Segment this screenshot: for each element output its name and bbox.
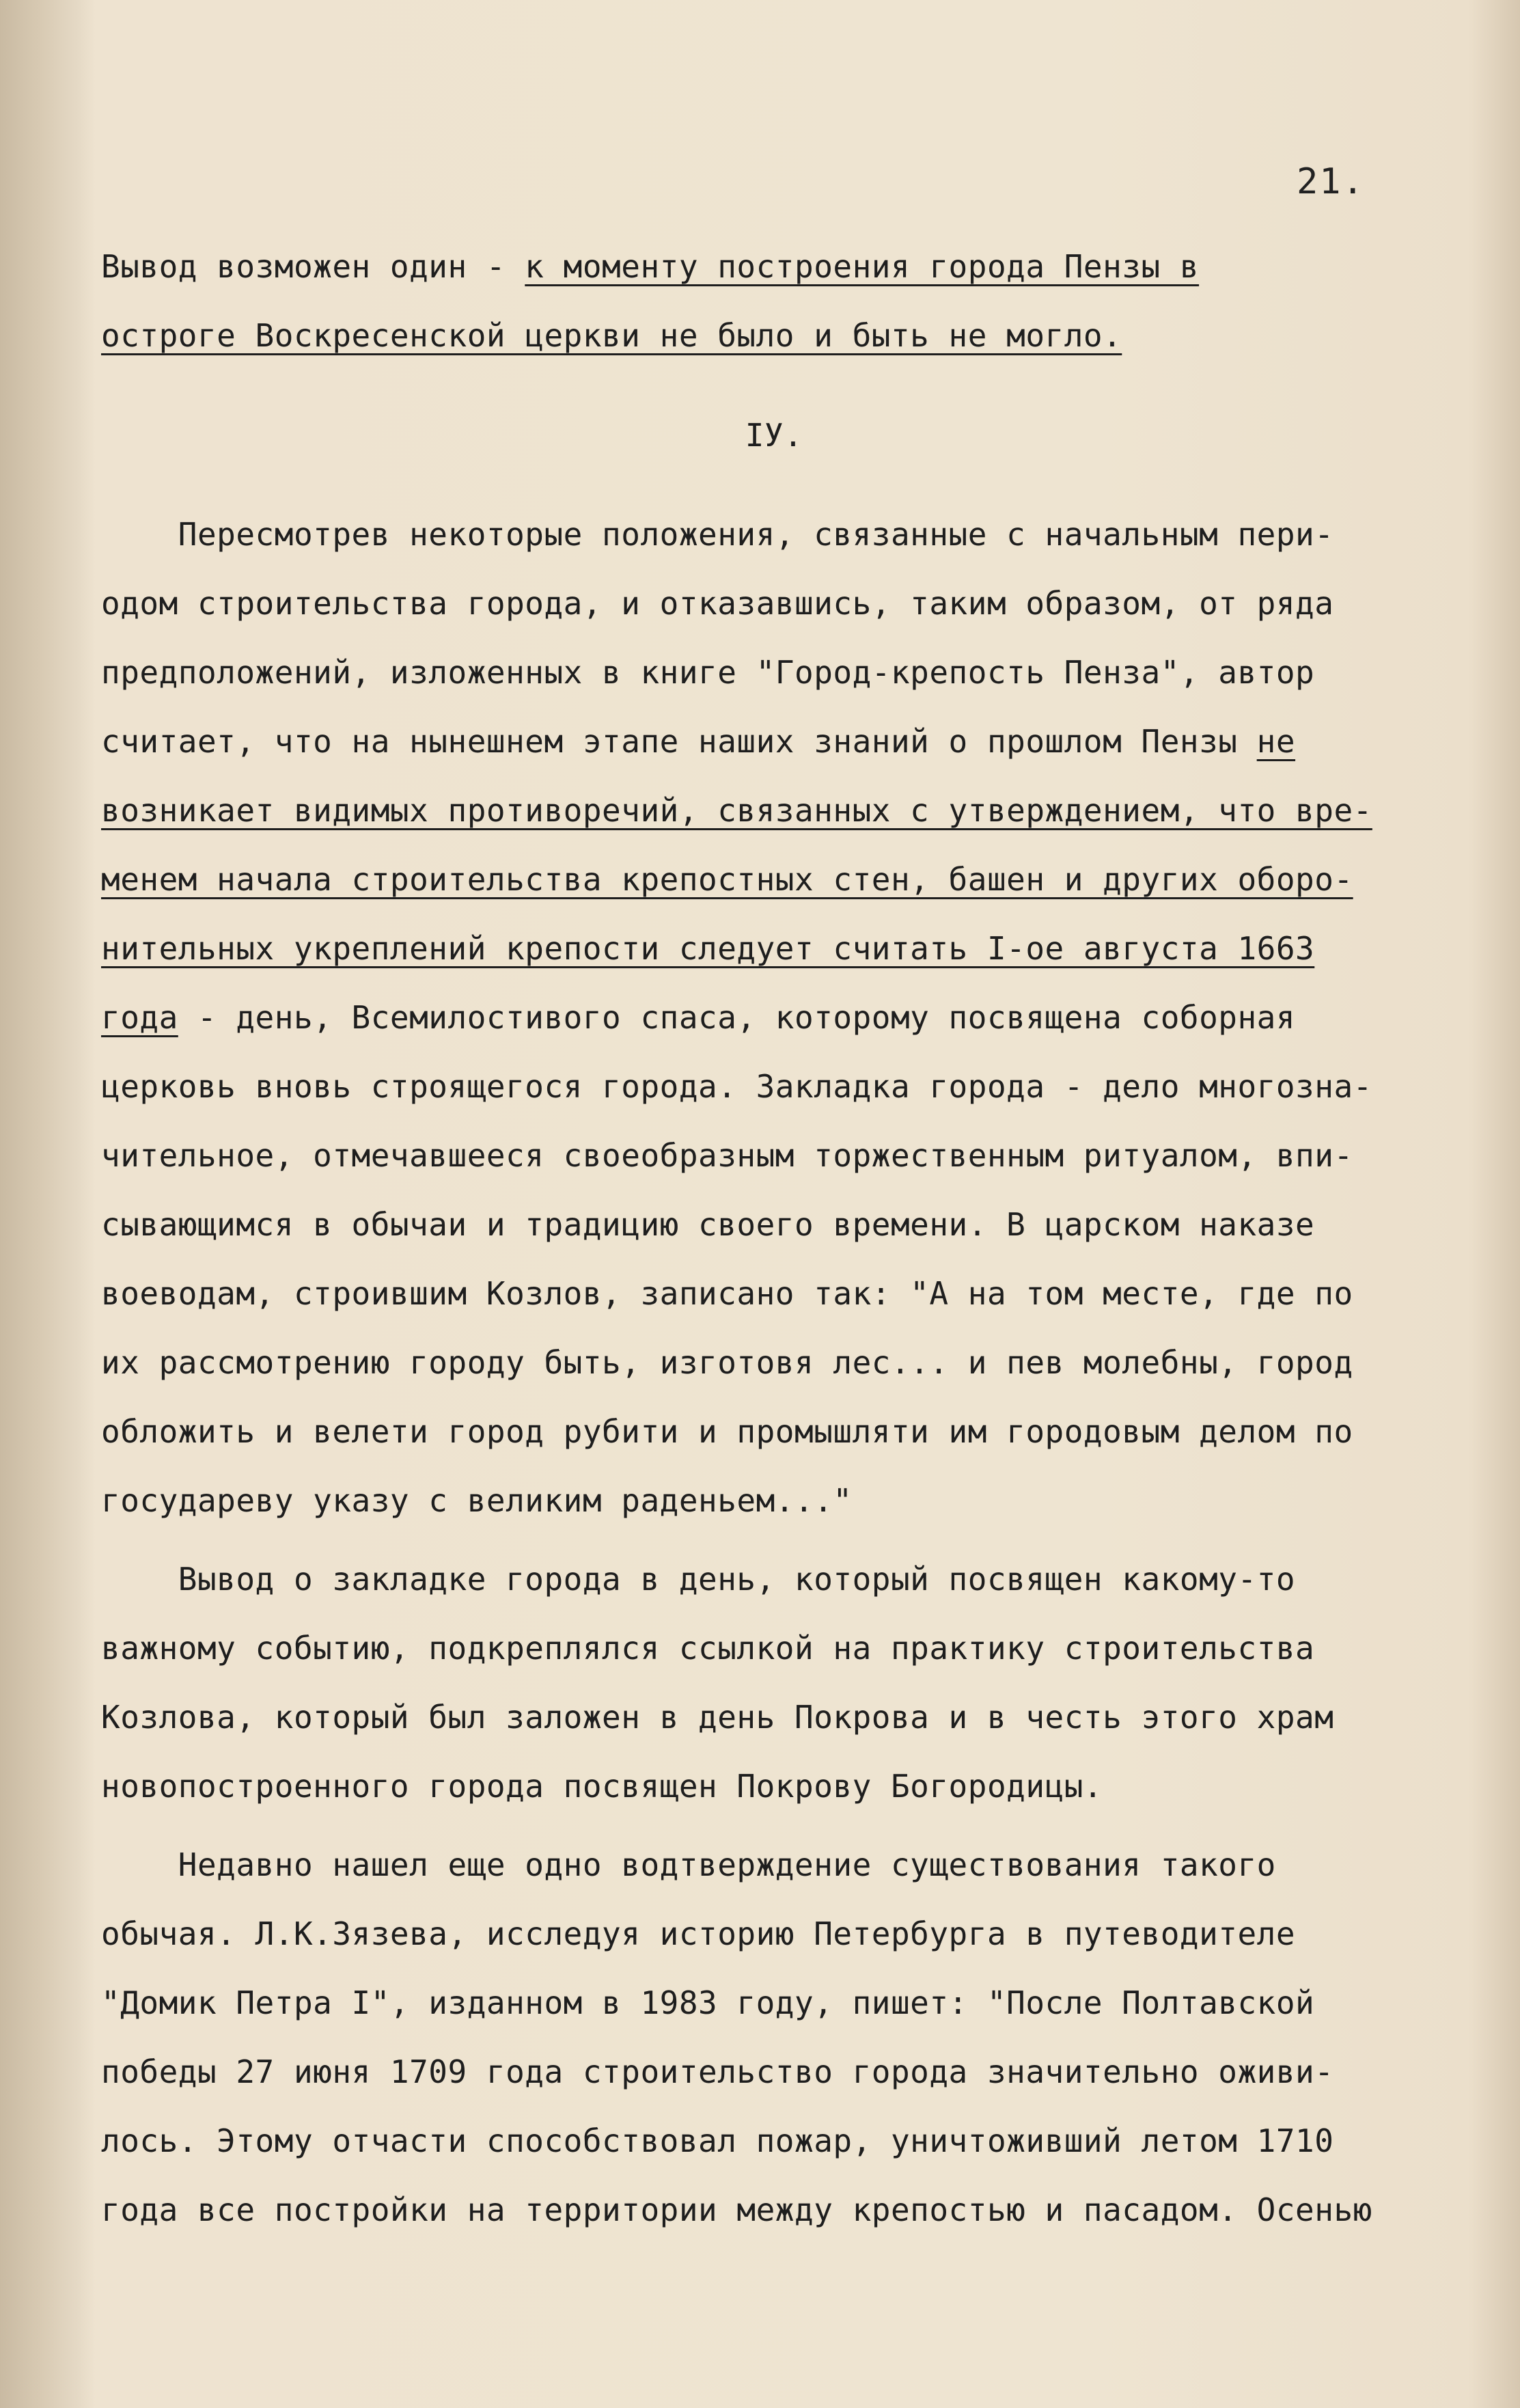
text-segment: предположений, изложенных в книге "Город-крепость Пенза", автор — [101, 654, 1315, 691]
text-line — [101, 845, 1495, 914]
text-segment: - день, Всемилостивого спаса, которому посвящена соборная — [178, 999, 1296, 1036]
text-segment: воеводам, строившим Козлов, записано так: "А на том месте, где по — [101, 1275, 1353, 1312]
page-number: 21. — [1297, 161, 1365, 202]
underlined-segment: возникает видимых противоречий, связанных с утверждением, что вре- — [101, 792, 1372, 829]
text-segment: Недавно нашел еще одно водтверждение существования такого — [101, 1846, 1276, 1883]
text-segment: лось. Этому отчасти способствовал пожар, уничтоживший летом 1710 — [101, 2122, 1334, 2159]
text-line — [101, 500, 1495, 569]
text-line — [101, 776, 1495, 845]
text-line — [101, 1328, 1495, 1397]
underlined-segment: года — [101, 999, 178, 1036]
text-line — [101, 1831, 1495, 1900]
text-line — [101, 1259, 1495, 1328]
body-text — [101, 232, 1495, 2245]
text-line — [101, 707, 1495, 776]
text-line — [101, 1190, 1495, 1259]
text-segment: победы 27 июня 1709 года строительство города значительно оживи- — [101, 2053, 1334, 2090]
underlined-segment: нительных укреплений крепости следует считать I-ое августа 1663 — [101, 930, 1315, 967]
underlined-segment: к моменту построения города Пензы в — [525, 248, 1200, 285]
section-heading: IУ. — [745, 417, 803, 454]
text-segment: Вывод возможен один - — [101, 248, 525, 285]
binding-shadow — [0, 0, 96, 2408]
text-segment: церковь вновь строящегося города. Закладка города - дело многозна- — [101, 1068, 1372, 1105]
text-line — [101, 1397, 1495, 1466]
text-line — [101, 1052, 1495, 1121]
text-line — [101, 914, 1495, 983]
text-line — [101, 1969, 1495, 2038]
text-segment: считает, что на нынешнем этапе наших знаний о прошлом Пензы — [101, 723, 1257, 760]
text-line — [101, 1545, 1495, 1614]
text-line — [101, 2038, 1495, 2107]
text-segment: важному событию, подкреплялся ссылкой на практику строительства — [101, 1630, 1315, 1667]
text-line — [101, 1752, 1495, 1821]
underlined-segment: не — [1256, 723, 1296, 760]
text-line — [101, 2107, 1495, 2176]
text-segment: государеву указу с великим раденьем..." — [101, 1482, 853, 1519]
underlined-segment: менем начала строительства крепостных стен, башен и других оборо- — [101, 861, 1353, 898]
text-line — [101, 1683, 1495, 1752]
text-line — [101, 301, 1495, 370]
text-segment: обычая. Л.К.Зязева, исследуя историю Петербурга в путеводителе — [101, 1915, 1296, 1952]
text-segment: Пересмотрев некоторые положения, связанные с начальным пери- — [101, 516, 1334, 553]
text-line — [101, 1466, 1495, 1535]
text-line — [101, 232, 1495, 301]
text-segment: новопостроенного города посвящен Покрову Богородицы. — [101, 1768, 1103, 1805]
text-segment: обложить и велети город рубити и промышляти им городовым делом по — [101, 1413, 1353, 1450]
text-segment: года все постройки на территории между крепостью и пасадом. Осенью — [101, 2191, 1372, 2228]
text-segment: чительное, отмечавшееся своеобразным торжественным ритуалом, впи- — [101, 1137, 1353, 1174]
underlined-segment: остроге Воскресенской церкви не было и быть не могло. — [101, 317, 1122, 354]
text-line — [101, 983, 1495, 1052]
text-segment: их рассмотрению городу быть, изготовя лес... и пев молебны, город — [101, 1344, 1353, 1381]
text-line — [101, 1614, 1495, 1683]
text-segment: одом строительства города, и отказавшись, таким образом, от ряда — [101, 585, 1334, 622]
text-segment: Вывод о закладке города в день, который посвящен какому-то — [101, 1561, 1296, 1598]
text-segment: "Домик Петра I", изданном в 1983 году, пишет: "После Полтавской — [101, 1984, 1315, 2021]
text-line — [101, 638, 1495, 707]
text-line — [101, 1121, 1495, 1190]
text-segment: Козлова, который был заложен в день Покрова и в честь этого храм — [101, 1699, 1334, 1736]
text-line — [101, 569, 1495, 638]
text-line — [101, 2176, 1495, 2245]
text-segment: сывающимся в обычаи и традицию своего времени. В царском наказе — [101, 1206, 1315, 1243]
text-line — [101, 1900, 1495, 1969]
